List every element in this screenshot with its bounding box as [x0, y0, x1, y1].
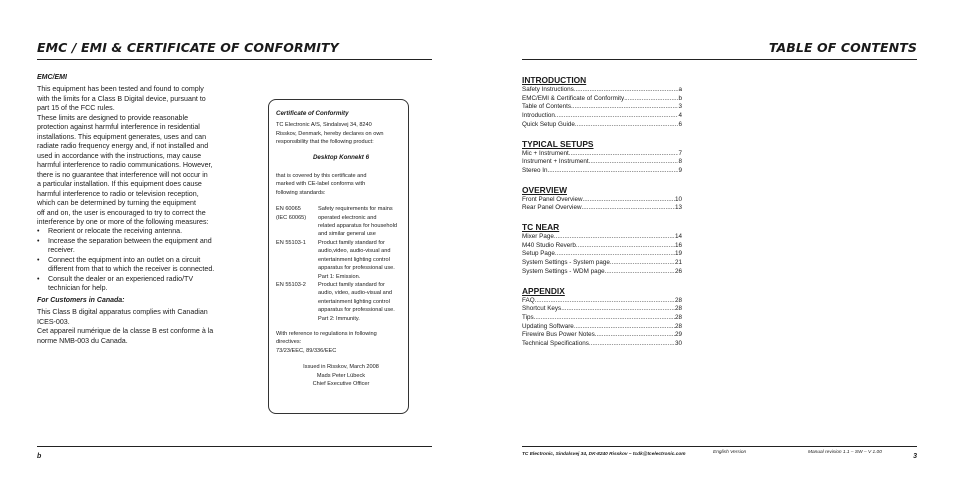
- paragraph-line: installations. This equipment generates, uses and can: [37, 132, 207, 141]
- standard-code: [276, 205, 318, 239]
- toc-entry-page: a: [678, 86, 682, 93]
- standard-description: [318, 281, 395, 323]
- toc-leader-dots: [624, 95, 678, 104]
- right-page-number: 3: [913, 453, 917, 460]
- toc-entry-title: Updating Software: [522, 322, 574, 330]
- certificate-intro: [276, 121, 406, 146]
- left-page-number: b: [37, 453, 42, 460]
- toc-leader-dots: [555, 250, 675, 259]
- text-line: Part 1: Emission.: [318, 273, 361, 280]
- standard-row: [276, 281, 406, 323]
- toc-entry-page: 13: [674, 204, 682, 212]
- toc-leader-dots: [610, 259, 675, 268]
- toc-entry[interactable]: [522, 233, 682, 242]
- certificate-title: Certificate of Conformity: [276, 110, 349, 117]
- toc-leader-dots: [575, 121, 679, 130]
- emc-section-title: EMC/EMI: [37, 74, 67, 81]
- text-line: apparatus for professional use.: [318, 265, 395, 272]
- toc-entry[interactable]: [522, 331, 682, 340]
- text-line: EN 55103-2: [276, 281, 306, 288]
- footer-version: English Version: [713, 450, 747, 455]
- toc-entry-title: Setup Page: [522, 250, 555, 258]
- standard-code: [276, 281, 318, 323]
- list-item: [48, 256, 273, 275]
- list-item-line: • Reorient or relocate the receiving antenna.: [48, 227, 183, 235]
- paragraph-line: Cet appareil numérique de la classe B est conforme à la: [37, 327, 214, 335]
- text-line: operated electronic and: [318, 214, 377, 221]
- paragraph-line: radiate radio frequency energy and, if not installed and: [37, 142, 209, 150]
- toc-entry-page: 4: [678, 112, 682, 120]
- list-item-line: • Connect the equipment into an outlet on a circuit: [48, 255, 201, 264]
- paragraph-line: off and on, the user is encouraged to try to correct the: [37, 208, 206, 217]
- right-page-heading: TABLE OF CONTENTS: [768, 40, 917, 55]
- toc-leader-dots: [548, 167, 679, 176]
- toc-entry-page: 29: [674, 331, 682, 339]
- toc-entry-page: 28: [674, 313, 682, 321]
- toc-leader-dots: [576, 242, 675, 251]
- text-line: related apparatus for household: [318, 223, 397, 230]
- paragraph-line: protection against harmful interference in residential: [37, 123, 200, 131]
- toc-leader-dots: [589, 158, 679, 167]
- paragraph-line: norme NMB-003 du Canada.: [37, 336, 128, 345]
- text-line: Chief Executive Officer: [312, 380, 370, 387]
- toc-entry-page: 28: [674, 305, 682, 313]
- standard-row: [276, 239, 406, 281]
- paragraph-line: which can be determined by turning the equipment: [37, 199, 196, 207]
- paragraph-line: with the limits for a Class B Digital device, pursuant to: [37, 94, 206, 103]
- toc-entry[interactable]: [522, 158, 682, 167]
- left-page-heading: EMC / EMI & CERTIFICATE OF CONFORMITY: [37, 40, 339, 55]
- toc-leader-dots: [561, 305, 675, 314]
- toc-entry[interactable]: [522, 268, 682, 277]
- toc-entry-title: Rear Panel Overview: [522, 204, 582, 212]
- paragraph-line: harmful interference to radio communications. However,: [37, 161, 213, 169]
- toc-entry-page: 26: [674, 267, 682, 275]
- text-line: (IEC 60065): [276, 214, 307, 221]
- text-line: Product family standard for: [318, 239, 385, 246]
- right-footer-rule: [522, 446, 917, 447]
- toc-entry-page: b: [678, 94, 682, 102]
- toc-leader-dots: [574, 86, 679, 95]
- text-line: Mads Peter Lübeck: [316, 372, 366, 379]
- toc-entry-page: 28: [674, 296, 682, 304]
- toc-entry-title: Shortcut Keys: [522, 305, 562, 313]
- list-item: [48, 227, 273, 237]
- toc-entry-title: Mixer Page: [522, 233, 554, 241]
- toc-leader-dots: [535, 297, 675, 306]
- text-line: TC Electronic A/S, Sindalsvej 34, 8240: [276, 122, 372, 129]
- toc-entry[interactable]: [522, 250, 682, 259]
- toc-entry-title: System Settings - System page: [522, 259, 610, 267]
- toc-entry-title: Instrument + Instrument: [522, 158, 589, 166]
- paragraph-line: This equipment has been tested and found to comply: [37, 85, 204, 93]
- list-item-line: • Consult the dealer or an experienced radio/TV: [48, 274, 194, 283]
- list-item-line: technician for help.: [48, 284, 108, 292]
- toc-section-heading: INTRODUCTION: [522, 75, 587, 85]
- toc-entry-page: 3: [678, 103, 682, 111]
- toc-entry-title: Table of Contents: [522, 103, 572, 111]
- paragraph-line: interference by one or more of the following measures:: [37, 218, 209, 226]
- toc-entry-page: 21: [674, 259, 682, 267]
- toc-leader-dots: [574, 323, 675, 332]
- toc-entry[interactable]: [522, 167, 682, 176]
- toc-entry[interactable]: [522, 103, 682, 112]
- certificate-covered: [276, 172, 406, 197]
- paragraph-line: ICES-003.: [37, 317, 70, 326]
- text-line: With reference to regulations in following: [276, 330, 377, 337]
- footer-company: TC Electronic, Sindalsvej 34, DK-8240 Risskov – tcdk@tcelectronic.com: [522, 452, 686, 457]
- paragraph-line: harmful interference to radio or television reception,: [37, 189, 199, 198]
- certificate-box: [268, 99, 409, 414]
- emc-measures-list: [37, 227, 273, 294]
- toc-entry-title: Firewire Bus Power Notes: [522, 331, 595, 339]
- right-heading-rule: [522, 59, 917, 60]
- toc-section-heading: TYPICAL SETUPS: [522, 138, 594, 149]
- toc-entry[interactable]: [522, 297, 682, 306]
- emc-paragraph: [37, 85, 267, 228]
- toc-entry-page: 19: [674, 250, 682, 258]
- toc-leader-dots: [605, 268, 675, 277]
- certificate-product: Desktop Konnekt 6: [312, 153, 370, 161]
- toc-entry-page: 30: [674, 340, 682, 348]
- left-footer-rule: [37, 446, 432, 447]
- toc-entry[interactable]: [522, 242, 682, 251]
- list-item-line: different from that to which the receiver is connected.: [48, 265, 215, 273]
- toc-entry[interactable]: [522, 86, 682, 95]
- toc-leader-dots: [569, 150, 679, 159]
- toc-entry-title: Front Panel Overview: [522, 195, 583, 203]
- toc-entry[interactable]: [522, 305, 682, 314]
- text-line: and similar general use: [318, 231, 376, 238]
- toc-leader-dots: [589, 340, 675, 349]
- certificate-standards: [276, 205, 406, 323]
- toc-entry-page: 8: [678, 158, 682, 166]
- text-line: that is covered by this certificate and: [276, 173, 367, 180]
- toc-leader-dots: [582, 204, 675, 213]
- toc-leader-dots: [583, 196, 675, 205]
- paragraph-line: used in accordance with the instructions, may cause: [37, 151, 202, 160]
- text-line: apparatus for professional use.: [318, 307, 395, 314]
- paragraph-line: These limits are designed to provide reasonable: [37, 113, 189, 122]
- toc-entry-page: 14: [674, 233, 682, 241]
- toc-entry[interactable]: [522, 340, 682, 349]
- list-item: [48, 275, 273, 294]
- table-of-contents: [522, 75, 682, 349]
- text-line: Part 2: Immunity.: [318, 315, 360, 322]
- left-heading-rule: [37, 59, 432, 60]
- text-line: following standards:: [276, 189, 326, 196]
- toc-entry-page: 28: [674, 322, 682, 330]
- toc-entry[interactable]: [522, 112, 682, 121]
- text-line: audio,video, audio-visual and: [318, 248, 391, 255]
- toc-leader-dots: [555, 112, 679, 121]
- list-item: [48, 237, 273, 256]
- text-line: marked with CE-label conforms with: [276, 181, 366, 188]
- toc-section-heading: TC NEAR: [522, 222, 560, 233]
- text-line: 73/23/EEC, 89/336/EEC: [276, 347, 337, 354]
- toc-entry-title: Technical Specifications: [522, 340, 589, 348]
- toc-entry-title: Safety Instructions: [522, 86, 574, 93]
- toc-entry-title: Quick Setup Guide: [522, 120, 575, 128]
- toc-entry-title: Tips: [522, 313, 534, 321]
- toc-entry[interactable]: [522, 259, 682, 268]
- toc-entry-title: Introduction: [522, 112, 555, 120]
- text-line: EN 55103-1: [276, 239, 306, 246]
- text-line: directives:: [276, 339, 302, 346]
- toc-entry-title: Stereo In: [522, 166, 548, 174]
- text-line: Safety requirements for mains: [318, 206, 393, 213]
- text-line: audio, video, audio-visual and: [318, 290, 393, 297]
- canada-title: For Customers in Canada:: [37, 297, 125, 304]
- list-item-line: receiver.: [48, 246, 75, 254]
- toc-entry[interactable]: [522, 204, 682, 213]
- toc-leader-dots: [534, 314, 675, 323]
- toc-entry-page: 16: [674, 241, 682, 249]
- list-item-line: • Increase the separation between the equipment and: [48, 236, 212, 245]
- standard-description: [318, 205, 397, 239]
- toc-entry-page: 10: [674, 195, 682, 203]
- canada-text: [37, 308, 267, 346]
- toc-entry[interactable]: [522, 121, 682, 130]
- toc-entry-title: Mic + Instrument: [522, 149, 569, 157]
- text-line: entertainment lighting control: [318, 298, 390, 305]
- toc-entry-title: FAQ: [522, 296, 535, 304]
- paragraph-line: This Class B digital apparatus complies with Canadian: [37, 308, 208, 316]
- toc-section-heading: APPENDIX: [522, 285, 565, 296]
- toc-leader-dots: [595, 331, 675, 340]
- toc-entry-page: 6: [678, 120, 682, 128]
- toc-entry-page: 9: [678, 166, 682, 174]
- toc-entry[interactable]: [522, 323, 682, 332]
- text-line: Risskov, Denmark, hereby declares on own: [276, 130, 384, 137]
- text-line: EN 60065: [276, 206, 301, 213]
- text-line: responsibility that the following product:: [276, 139, 374, 146]
- toc-entry-page: 7: [678, 149, 682, 157]
- paragraph-line: part 15 of the FCC rules.: [37, 104, 115, 112]
- toc-entry[interactable]: [522, 196, 682, 205]
- certificate-directives: [276, 330, 406, 355]
- certificate-issued: [276, 363, 406, 388]
- toc-entry[interactable]: [522, 314, 682, 323]
- text-line: entertainment lighting control: [318, 256, 390, 263]
- toc-entry[interactable]: [522, 95, 682, 104]
- toc-entry[interactable]: [522, 150, 682, 159]
- standard-description: [318, 239, 395, 281]
- paragraph-line: there is no guarantee that interference will not occur in: [37, 170, 208, 179]
- text-line: Issued in Risskov, March 2008: [303, 364, 379, 371]
- paragraph-line: a particular installation. If this equipment does cause: [37, 180, 202, 188]
- toc-leader-dots: [554, 233, 675, 242]
- text-line: Product family standard for: [318, 281, 385, 288]
- toc-leader-dots: [571, 103, 678, 112]
- toc-section-heading: OVERVIEW: [522, 184, 567, 195]
- toc-entry-title: EMC/EMI & Certificate of Conformity: [522, 94, 625, 102]
- toc-entry-title: M40 Studio Reverb: [522, 241, 576, 249]
- standard-code: [276, 239, 318, 281]
- footer-revision: Manual revision 1.1 – SW – V 1.00: [808, 450, 882, 455]
- toc-entry-title: System Settings - WDM page: [522, 267, 605, 275]
- standard-row: [276, 205, 406, 239]
